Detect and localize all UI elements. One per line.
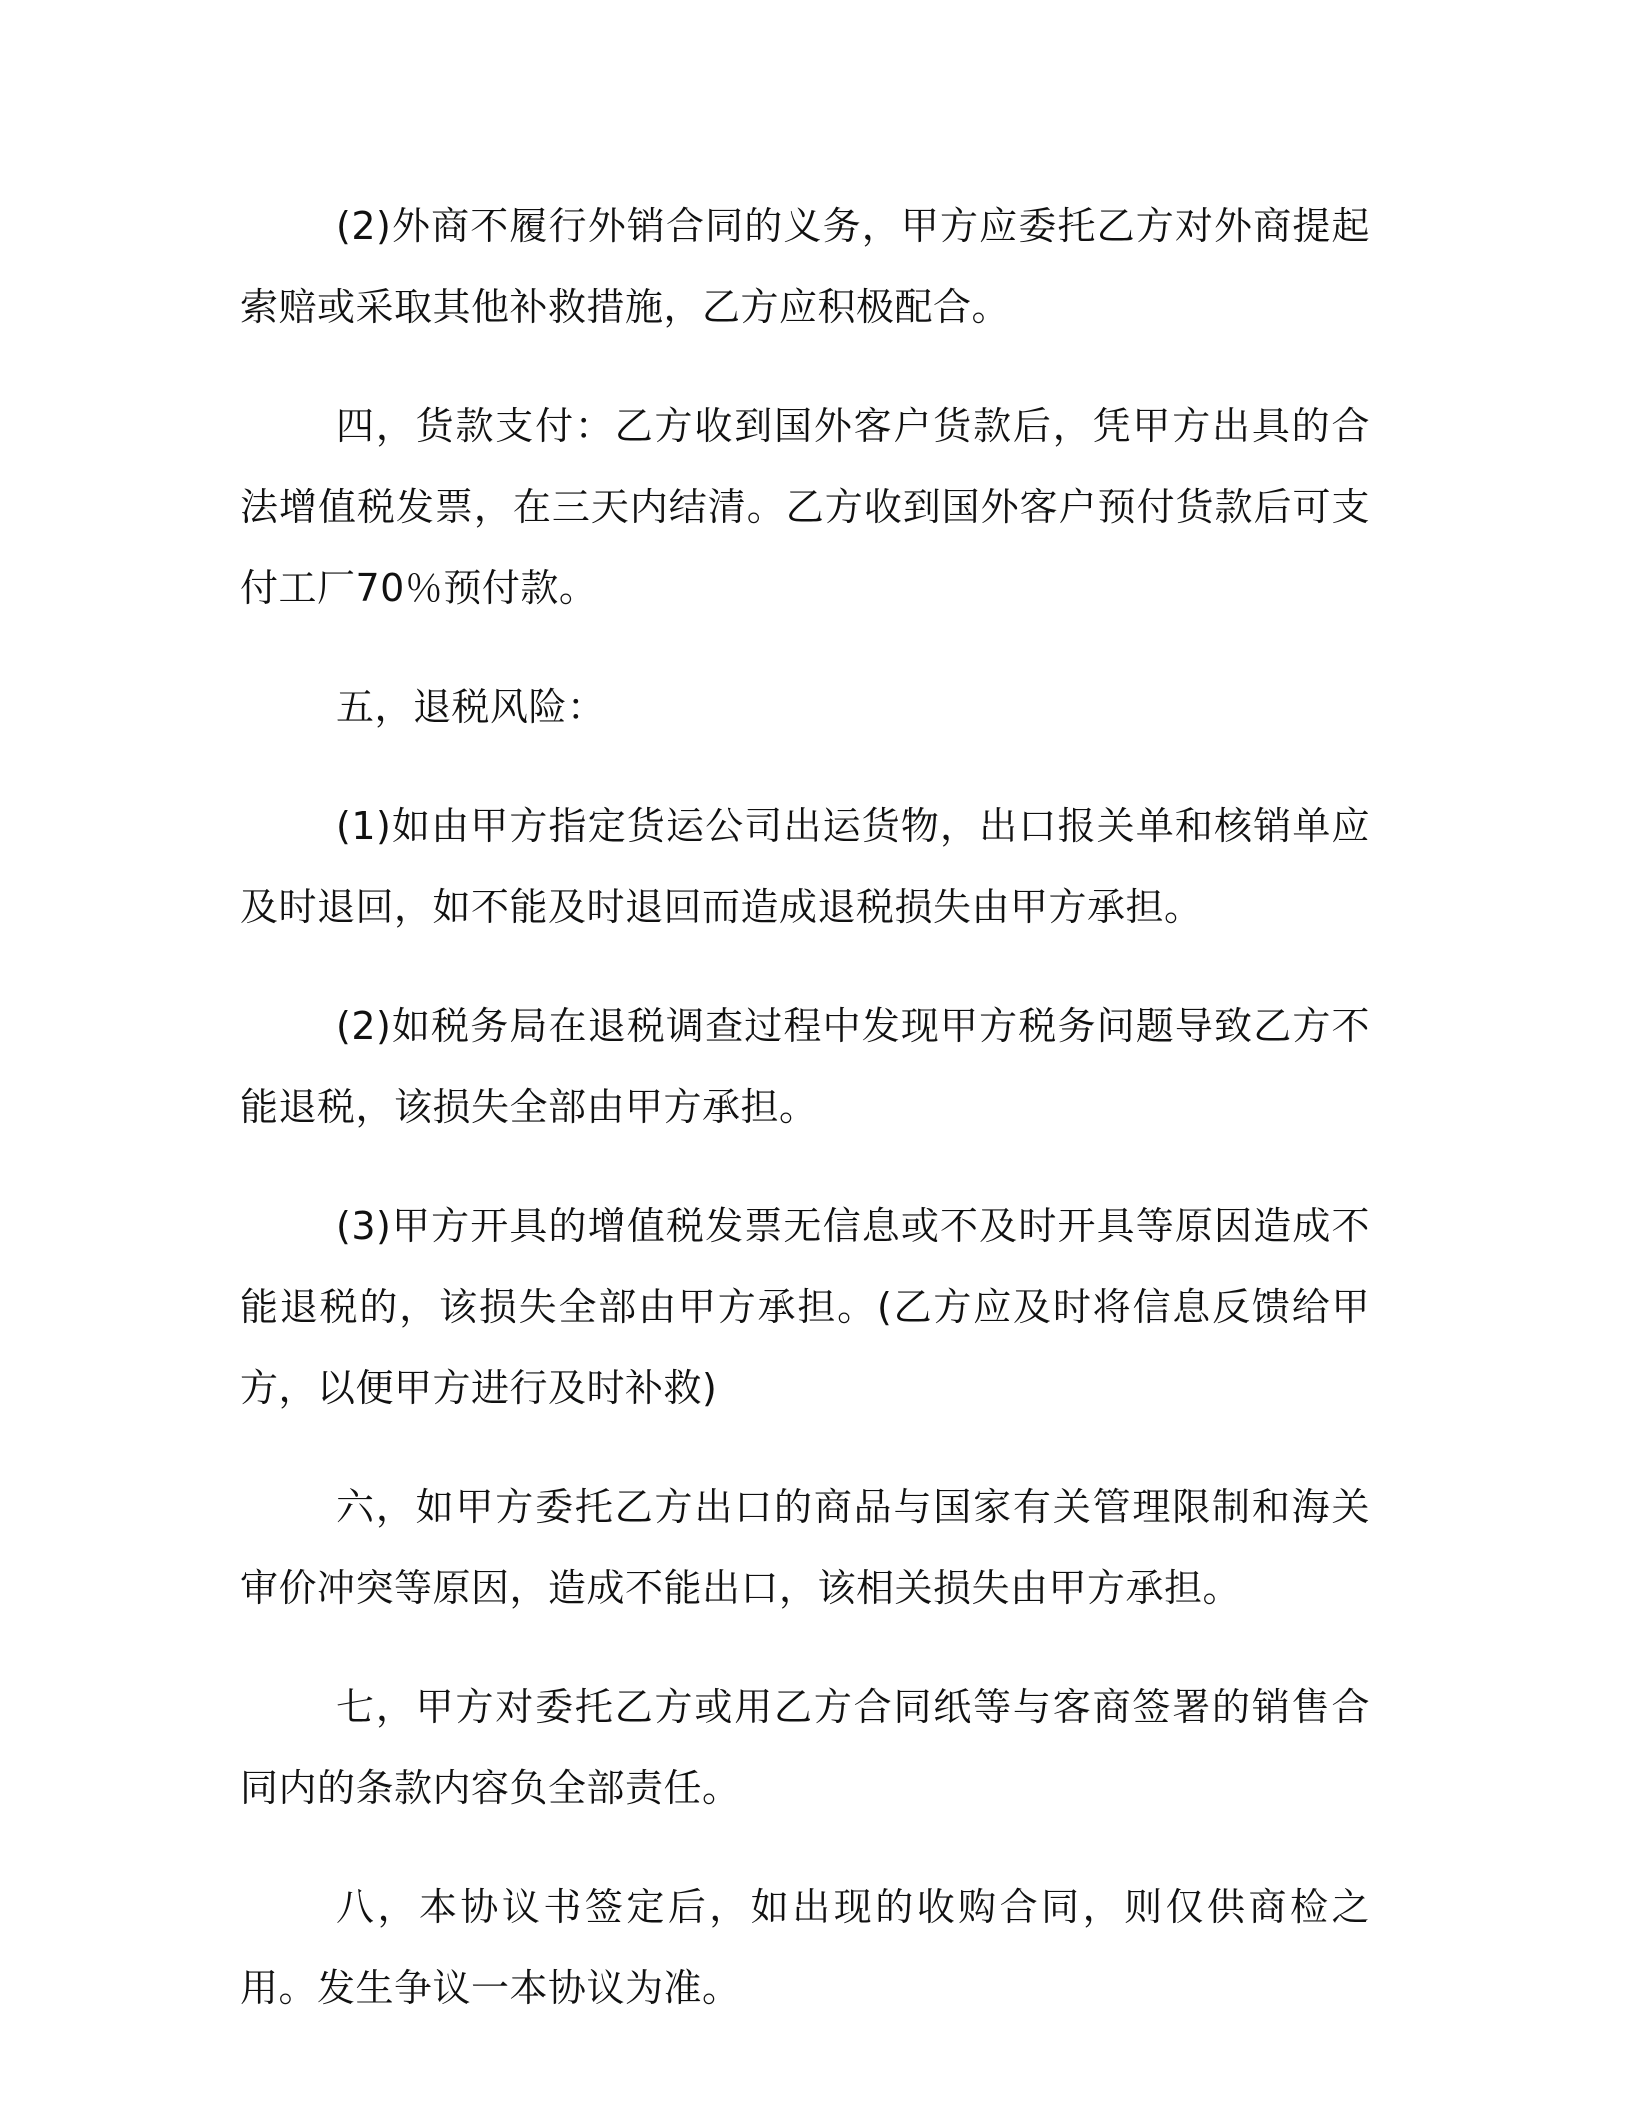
clause-8-agreement-precedence: 八，本协议书签定后，如出现的收购合同，则仅供商检之用。发生争议一本协议为准。 [240, 1885, 1370, 2010]
clause-5-1-documents-return: (1)如由甲方指定货运公司出运货物，出口报关单和核销单应及时退回，如不能及时退回而造成退税损失由甲方承担。 [240, 804, 1370, 929]
clause-6-export-restriction: 六，如甲方委托乙方出口的商品与国家有关管理限制和海关审价冲突等原因，造成不能出口，该相关损失由甲方承担。 [240, 1485, 1370, 1610]
clause-5-3-invoice-issue: (3)甲方开具的增值税发票无信息或不及时开具等原因造成不能退税的，该损失全部由甲方承担。(乙方应及时将信息反馈给甲方，以便甲方进行及时补救) [240, 1204, 1370, 1410]
clause-4-payment: 四，货款支付：乙方收到国外客户货款后，凭甲方出具的合法增值税发票，在三天内结清。乙方收到国外客户预付货款后可支付工厂70％预付款。 [240, 404, 1370, 610]
clause-5-heading: 五，退税风险： [336, 685, 606, 729]
clause-5-2-tax-investigation: (2)如税务局在退税调查过程中发现甲方税务问题导致乙方不能退税，该损失全部由甲方承担。 [240, 1004, 1370, 1129]
document-body [240, 186, 1370, 2067]
clause-7-contract-responsibility: 七，甲方对委托乙方或用乙方合同纸等与客商签署的销售合同内的条款内容负全部责任。 [240, 1685, 1370, 1810]
clause-3-2-foreign-breach: (2)外商不履行外销合同的义务，甲方应委托乙方对外商提起索赔或采取其他补救措施，乙方应积极配合。 [240, 204, 1370, 329]
